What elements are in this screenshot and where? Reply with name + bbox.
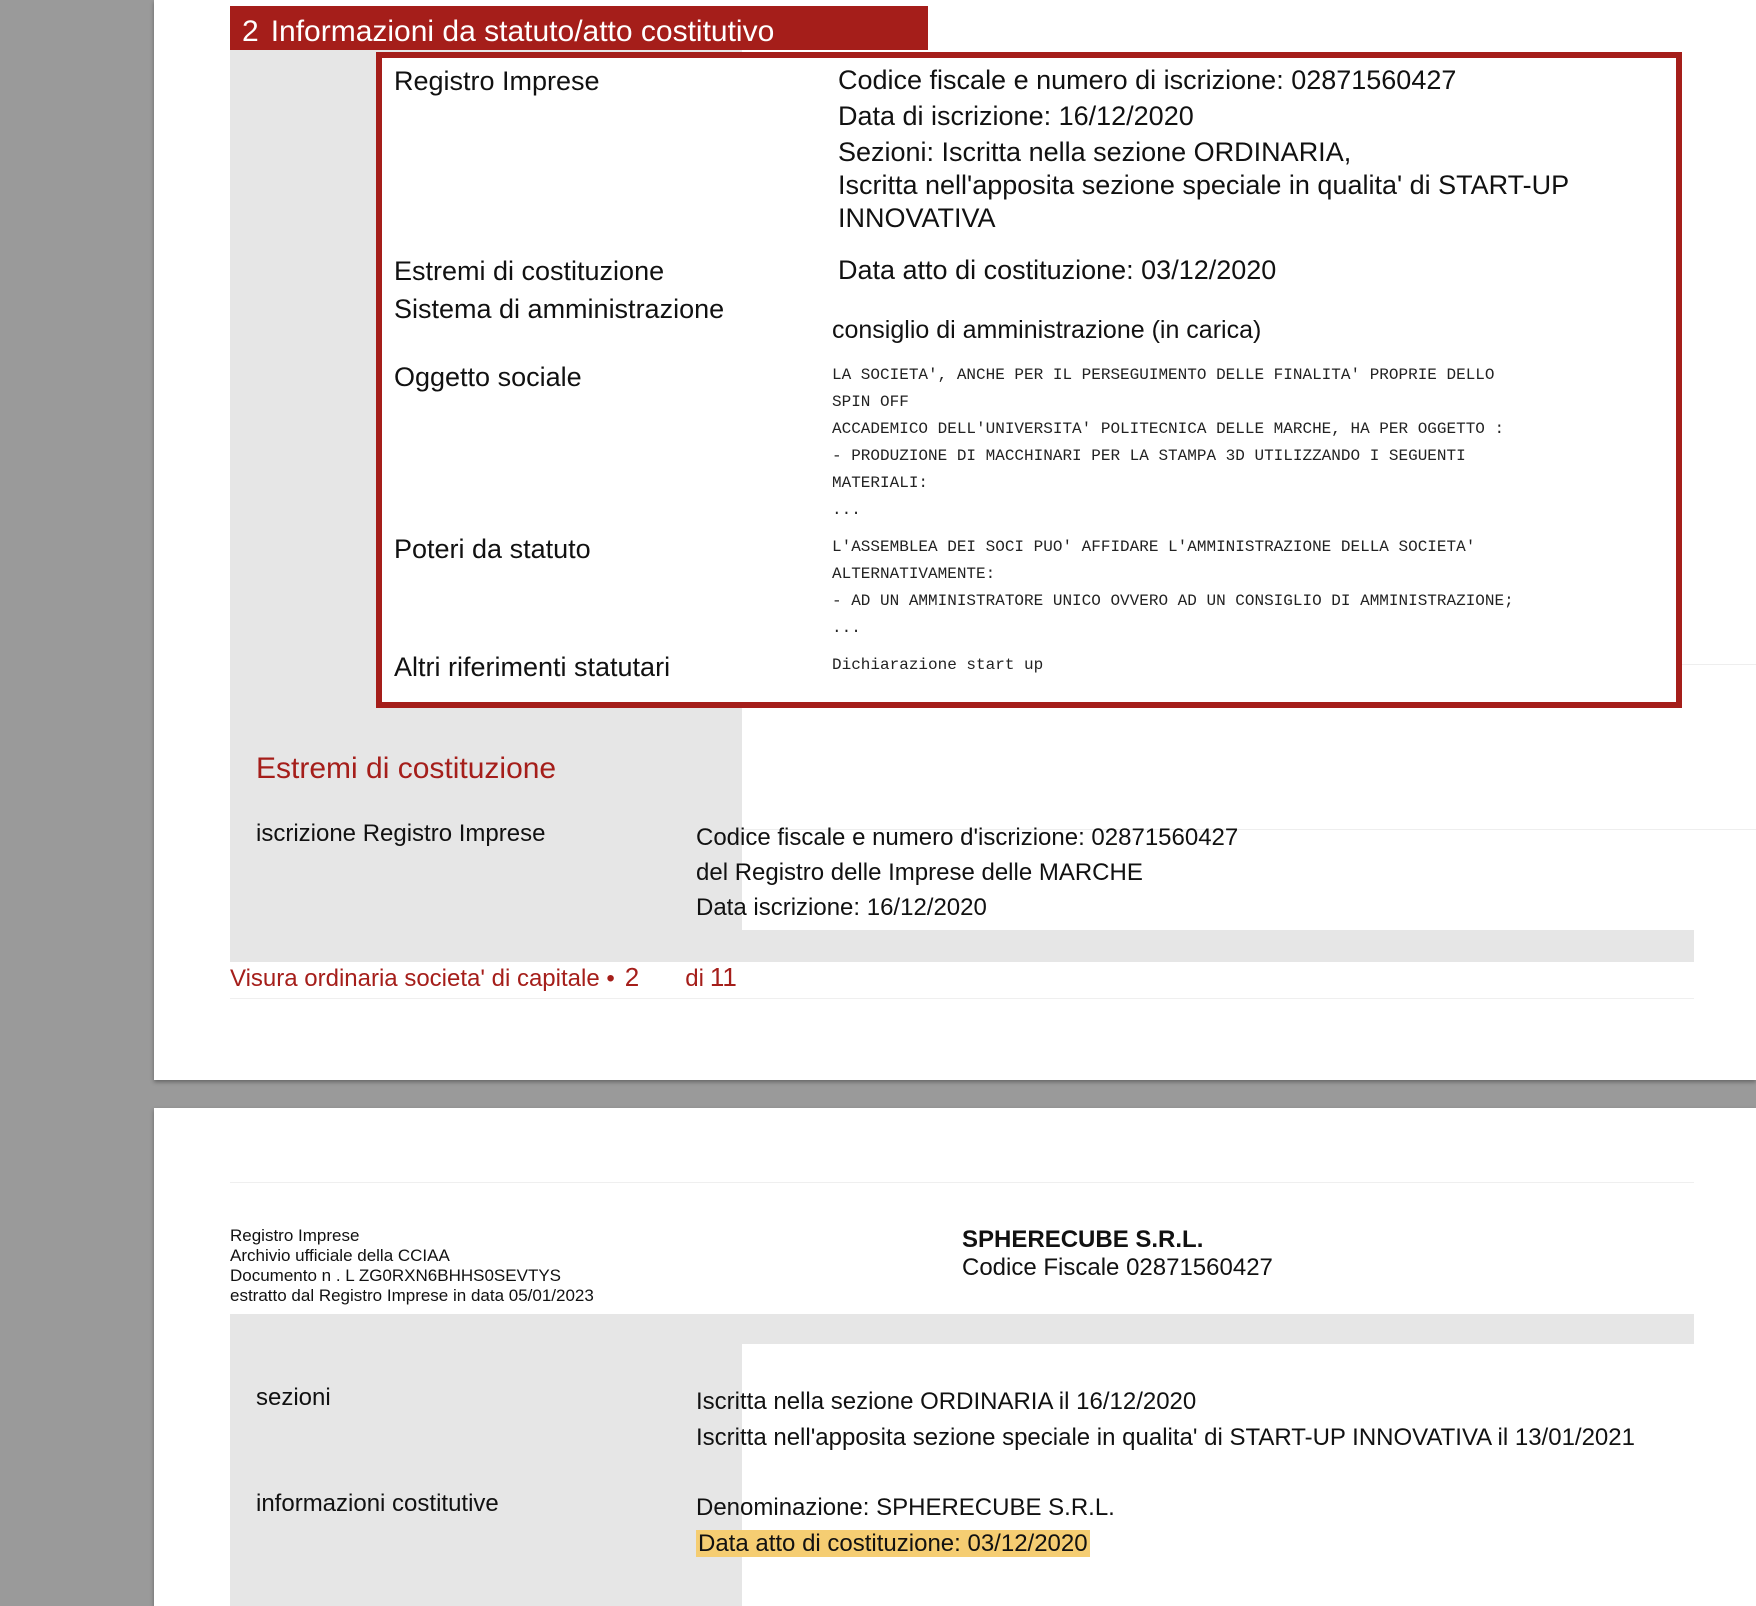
sistema-value: consiglio di amministrazione (in carica) [832,316,1262,344]
section-number: 2 [242,15,259,48]
footer-total-pages: 11 [709,962,737,992]
sistema-label: Sistema di amministrazione [394,294,725,324]
registro-value [838,64,1569,235]
header-line-1: Registro Imprese [230,1226,360,1245]
iscrizione-line-3: Data iscrizione: 16/12/2020 [696,894,987,921]
oggetto-label: Oggetto sociale [394,362,582,392]
iscrizione-line-2: del Registro delle Imprese delle MARCHE [696,859,1143,886]
document-page-2 [154,0,1756,1080]
footer-text: Visura ordinaria societa' di capitale • [230,965,615,992]
header-line-4: estratto dal Registro Imprese in data 05/01/2023 [230,1286,594,1305]
highlight-box [376,52,1682,708]
sezioni-value [696,1384,1635,1456]
registro-label: Registro Imprese [394,66,600,96]
estremi-value: Data atto di costituzione: 03/12/2020 [838,255,1277,285]
header-line-2: Archivio ufficiale della CCIAA [230,1246,450,1265]
iscrizione-line-1: Codice fiscale e numero d'iscrizione: 02871560427 [696,824,1239,851]
data-iscrizione-text: Data di iscrizione: 16/12/2020 [838,101,1194,131]
codice-fiscale-text: Codice fiscale e numero di iscrizione: 02871560427 [838,65,1457,95]
sezioni-line-1: Iscritta nella sezione ORDINARIA il 16/12/2020 [696,1388,1197,1415]
estremi-label: Estremi di costituzione [394,256,665,286]
info-costitutive-value [696,1490,1115,1562]
altri-label: Altri riferimenti statutari [394,652,671,682]
info-panel-2 [230,1314,1694,1606]
data-atto-highlighted: Data atto di costituzione: 03/12/2020 [698,1530,1088,1557]
footer-page-number: 2 [624,962,640,992]
iscrizione-value [696,820,1238,925]
estremi-section-title: Estremi di costituzione [256,752,557,785]
sezioni-line-3: INNOVATIVA [838,203,996,233]
footer-di: di [685,965,704,992]
sezioni-line-1: Sezioni: Iscritta nella sezione ORDINARIA, [838,137,1352,167]
sezioni-line-2: Iscritta nell'apposita sezione speciale in qualita' di START-UP [838,170,1570,200]
sezioni-line-2: Iscritta nell'apposita sezione speciale in qualita' di START-UP INNOVATIVA il 13/01/2021 [696,1424,1635,1451]
header-line-3: Documento n . L ZG0RXN6BHHS0SEVTYS [230,1266,562,1285]
footer-divider [230,998,1694,999]
document-page-3 [154,1108,1756,1606]
altri-value: Dichiarazione start up [832,656,1044,674]
info-costitutive-label: informazioni costitutive [256,1490,499,1517]
page-footer [230,962,737,993]
header-divider [230,1182,1694,1183]
oggetto-value: LA SOCIETA', ANCHE PER IL PERSEGUIMENTO DELLE FINALITA' PROPRIE DELLO SPIN OFF ACCADEMICO DELL'UNIVERSITA' POLITECNICA DELLE MARCHE, HA PER OGGETTO : - PRODUZIONE DI MACCHINARI PER LA STAMPA 3D UTILIZZANDO I SEGUENTI MATERIALI: ... [832,366,1505,519]
section-header [230,6,928,50]
company-header [962,1226,1273,1282]
codice-fiscale: Codice Fiscale 02871560427 [962,1254,1273,1281]
poteri-value: L'ASSEMBLEA DEI SOCI PUO' AFFIDARE L'AMMINISTRAZIONE DELLA SOCIETA' ALTERNATIVAMENTE: - AD UN AMMINISTRATORE UNICO OVVERO AD UN CONSIGLIO DI AMMINISTRAZIONE; ... [832,538,1514,637]
poteri-label: Poteri da statuto [394,534,591,564]
iscrizione-label: iscrizione Registro Imprese [256,820,546,847]
denominazione: Denominazione: SPHERECUBE S.R.L. [696,1494,1115,1521]
sezioni-label: sezioni [256,1384,331,1411]
company-name: SPHERECUBE S.R.L. [962,1226,1204,1253]
registry-header [230,1226,594,1306]
section-title: Informazioni da statuto/atto costitutivo [270,15,775,48]
